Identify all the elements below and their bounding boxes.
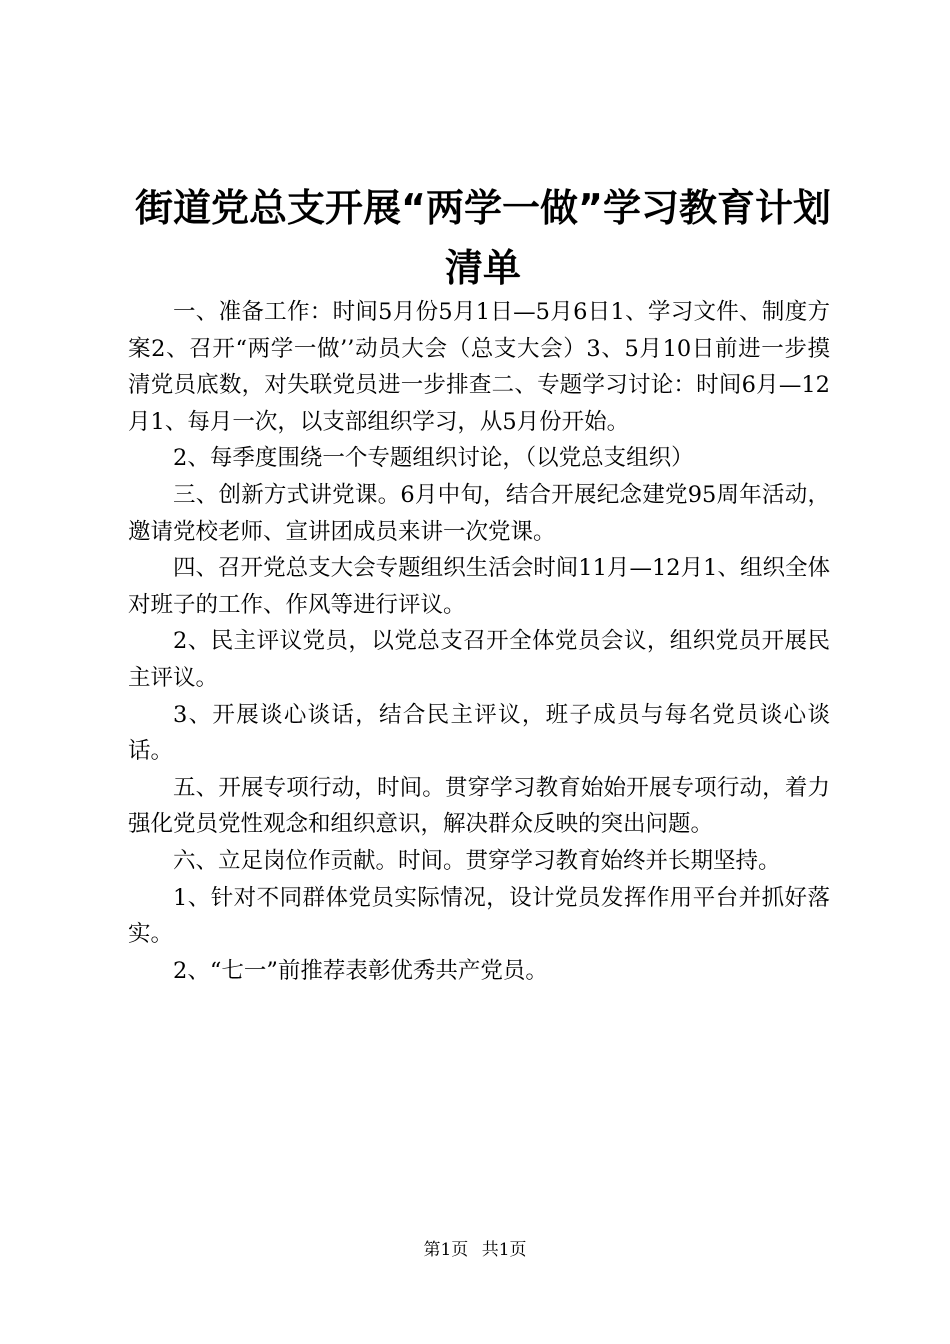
paragraph: 一、准备工作：时间5月份5月1日—5月6日1、学习文件、制度方案2、召开“两学一做’’动员大会（总支大会）3、5月10日前进一步摸清党员底数，对失联党员进一步排查二、专题学习讨论：时间6月—12月1、每月一次，以支部组织学习，从5月份开始。 [128,299,830,435]
paragraph: 四、召开党总支大会专题组织生活会时间11月—12月1、组织全体对班子的工作、作风等进行评议。 [128,555,830,618]
page-total: 共1页 [481,1240,527,1260]
paragraph: 2、民主评议党员，以党总支召开全体党员会议，组织党员开展民主评议。 [128,628,830,691]
page-number: 第1页 [423,1240,469,1260]
paragraph: 六、立足岗位作贡献。时间。贯穿学习教育始终并长期坚持。 [173,847,781,874]
document-title: 街道党总支开展“两学一做”学习教育计划清单 [135,186,831,290]
paragraph: 三、创新方式讲党课。6月中旬，结合开展纪念建党95周年活动，邀请党校老师、宣讲团成员来讲一次党课。 [128,481,830,545]
paragraph: 2、“七一”前推荐表彰优秀共产党员。 [173,957,548,984]
paragraph: 2、每季度围绕一个专题组织讨论，（以党总支组织） [173,445,694,472]
paragraph: 1、针对不同群体党员实际情况，设计党员发挥作用平台并抓好落实。 [128,884,830,948]
paragraph: 3、开展谈心谈话，结合民主评议，班子成员与每名党员谈心谈话。 [128,701,830,765]
paragraph: 五、开展专项行动，时间。贯穿学习教育始始开展专项行动，着力强化党员党性观念和组织意识，解决群众反映的突出问题。 [128,774,830,838]
page-footer [0,1238,950,1262]
document-body [128,294,830,989]
